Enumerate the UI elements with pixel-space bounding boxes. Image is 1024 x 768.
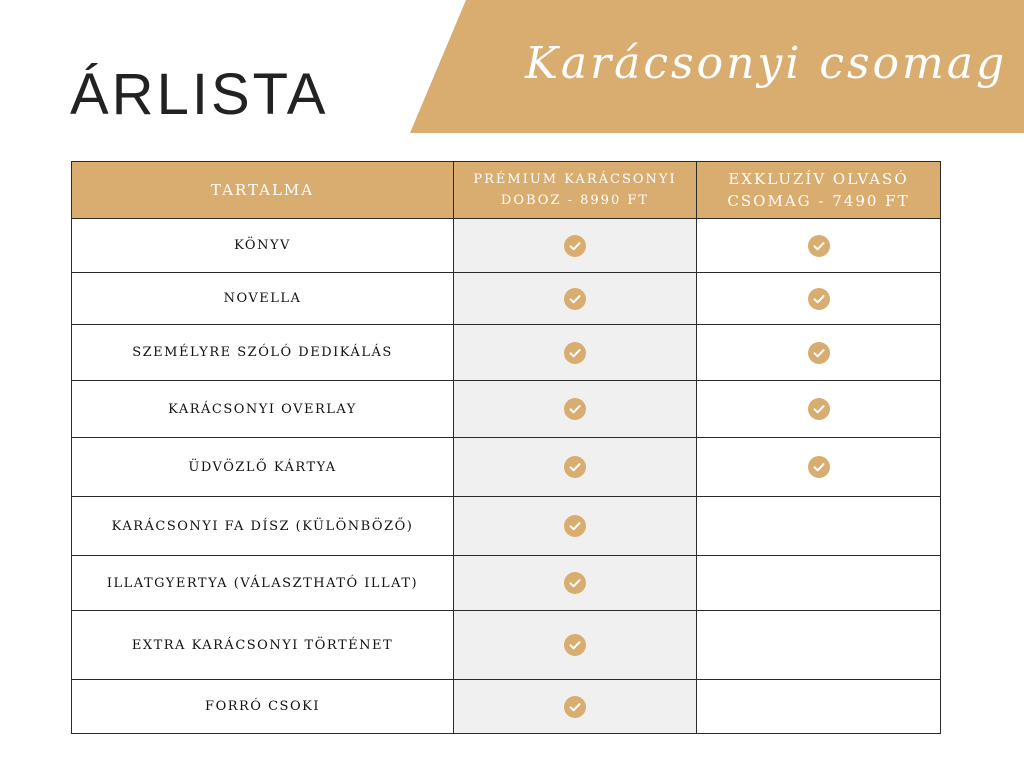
row-item-label: FORRÓ CSOKI xyxy=(72,680,454,734)
check-circle-icon xyxy=(564,398,586,420)
header-exclusive-package: EXKLUZÍV OLVASÓ CSOMAG - 7490 FT xyxy=(697,162,941,219)
premium-cell xyxy=(454,219,697,273)
exclusive-cell xyxy=(697,438,941,497)
check-circle-icon xyxy=(564,515,586,537)
table-header-row xyxy=(72,162,941,219)
row-item-label: SZEMÉLYRE SZÓLÓ DEDIKÁLÁS xyxy=(72,325,454,381)
row-item-label: ILLATGYERTYA (VÁLASZTHATÓ ILLAT) xyxy=(72,556,454,611)
row-item-label: KARÁCSONYI FA DÍSZ (KÜLÖNBÖZŐ) xyxy=(72,497,454,556)
check-circle-icon xyxy=(564,456,586,478)
exclusive-cell xyxy=(697,680,941,734)
premium-cell xyxy=(454,497,697,556)
premium-cell xyxy=(454,381,697,438)
premium-cell xyxy=(454,611,697,680)
premium-cell xyxy=(454,438,697,497)
premium-cell xyxy=(454,680,697,734)
page-title: ÁRLISTA xyxy=(70,62,329,127)
check-circle-icon xyxy=(808,288,830,310)
table-row xyxy=(72,219,941,273)
table-row xyxy=(72,611,941,680)
table-row xyxy=(72,325,941,381)
check-circle-icon xyxy=(808,342,830,364)
check-circle-icon xyxy=(564,342,586,364)
header-contents: TARTALMA xyxy=(72,162,454,219)
table-row xyxy=(72,438,941,497)
table-row xyxy=(72,381,941,438)
banner-title: Karácsonyi csomag xyxy=(525,38,1008,89)
exclusive-cell xyxy=(697,273,941,325)
premium-cell xyxy=(454,273,697,325)
exclusive-cell xyxy=(697,219,941,273)
premium-cell xyxy=(454,556,697,611)
row-item-label: KÖNYV xyxy=(72,219,454,273)
header-premium-box: PRÉMIUM KARÁCSONYI DOBOZ - 8990 FT xyxy=(454,162,697,219)
check-circle-icon xyxy=(564,696,586,718)
row-item-label: EXTRA KARÁCSONYI TÖRTÉNET xyxy=(72,611,454,680)
check-circle-icon xyxy=(808,398,830,420)
exclusive-cell xyxy=(697,325,941,381)
row-item-label: ÜDVÖZLŐ KÁRTYA xyxy=(72,438,454,497)
check-circle-icon xyxy=(564,288,586,310)
table-row xyxy=(72,556,941,611)
table-body xyxy=(72,219,941,734)
check-circle-icon xyxy=(808,235,830,257)
table-row xyxy=(72,680,941,734)
exclusive-cell xyxy=(697,611,941,680)
exclusive-cell xyxy=(697,556,941,611)
check-circle-icon xyxy=(564,235,586,257)
table-row xyxy=(72,273,941,325)
check-circle-icon xyxy=(564,634,586,656)
row-item-label: KARÁCSONYI OVERLAY xyxy=(72,381,454,438)
exclusive-cell xyxy=(697,497,941,556)
table-row xyxy=(72,497,941,556)
row-item-label: NOVELLA xyxy=(72,273,454,325)
check-circle-icon xyxy=(808,456,830,478)
check-circle-icon xyxy=(564,572,586,594)
price-table xyxy=(71,161,941,734)
exclusive-cell xyxy=(697,381,941,438)
premium-cell xyxy=(454,325,697,381)
